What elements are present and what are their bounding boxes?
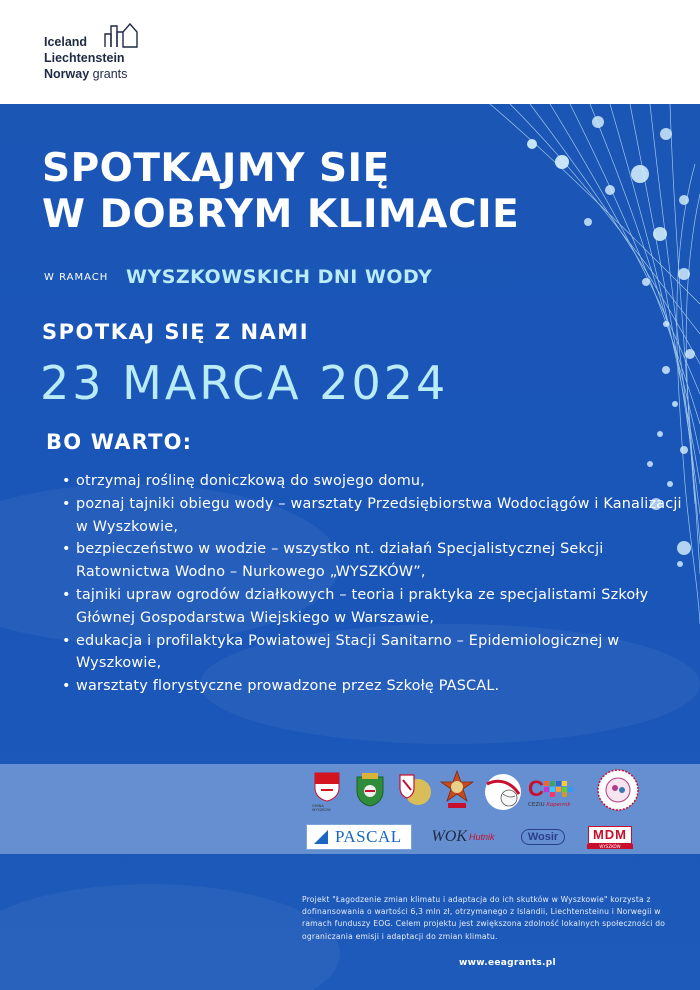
pixel-mosaic-icon	[544, 781, 574, 797]
header	[0, 0, 700, 104]
list-item: • bezpieczeństwo w wodzie – wszystko nt. działań Specjalistycznej Sekcji Ratownictwa Wodno – Nurkowego „WYSZKÓW”,	[62, 538, 682, 584]
poster-body	[0, 104, 700, 990]
pascal-mark-icon	[313, 829, 329, 845]
wosir-logo	[514, 826, 572, 848]
pascal-text: PASCAL	[335, 827, 402, 846]
project-funding-note: Projekt "Łagodzenie zmian klimatu i adaptacja do ich skutków w Wyszkowie" korzysta z dofinansowania o wartości 6,3 mln zł, otrzymanego z Islandii, Liechtensteinu i Norwegii w ramach funduszy EOG. Celem projektu jest zwiększona zdolność lokalnych społeczności do ograniczania emisji i adaptacji do zmian klimatu.	[302, 895, 666, 941]
list-item: • otrzymaj roślinę doniczkową do swojego domu,	[62, 470, 682, 493]
benefits-heading: BO WARTO:	[46, 430, 193, 454]
sports-club-logo	[483, 772, 523, 812]
benefits-list	[62, 470, 682, 698]
cezu-letter-icon: C	[528, 776, 544, 801]
list-item: • edukacja i profilaktyka Powiatowej Stacji Sanitarno – Epidemiologicznej w Wyszkowie,	[62, 630, 682, 676]
eea-grants-logo-icon	[104, 22, 138, 48]
pascal-logo	[306, 824, 412, 850]
sports-ball-icon	[483, 772, 523, 812]
logo-line-iceland: Iceland	[44, 35, 88, 49]
list-item: • warsztaty florystyczne prowadzone przez Szkołę PASCAL.	[62, 675, 682, 698]
round-badge-icon	[596, 768, 640, 812]
mdm-logo	[584, 824, 636, 850]
meet-heading: SPOTKAJ SIĘ Z NAMI	[42, 320, 310, 344]
gmina-crest-icon	[314, 772, 340, 802]
gmina-wyszkow-logo	[312, 770, 342, 814]
list-item: • poznaj tajniki obiegu wody – warsztaty Przedsiębiorstwa Wodociągów i Kanalizacji w Wyszkowie,	[62, 493, 682, 539]
fire-brigade-icon	[398, 772, 432, 808]
event-name-text: WYSZKOWSKICH DNI WODY	[126, 266, 433, 288]
poster-title	[42, 146, 519, 238]
event-name	[126, 266, 432, 288]
round-badge-logo	[596, 768, 640, 812]
title-line-2: W DOBRYM KLIMACIE	[42, 192, 520, 237]
logo-line-norway: Norway grants	[44, 67, 128, 81]
list-item: • tajniki upraw ogrodów działkowych – teoria i praktyka ze specjalistami Szkoły Głównej Gospodarstwa Wiejskiego w Warszawie,	[62, 584, 682, 630]
cezu-caption: CEZiU Kopernik	[528, 802, 571, 808]
gmina-logo-caption: GMINA WYSZKÓW	[312, 804, 331, 812]
website-link[interactable]: www.eeagrants.pl	[459, 958, 556, 968]
mdm-caption: WYSZKÓW	[587, 844, 633, 849]
mdm-text: MDM	[588, 826, 632, 844]
cezu-mark	[528, 776, 574, 802]
wok-hutnik-logo	[420, 826, 506, 848]
title-line-1: SPOTKAJMY SIĘ	[42, 146, 390, 191]
hutnik-text: Hutnik	[469, 832, 495, 842]
wosir-text: Wosir	[521, 829, 565, 845]
water-texture	[0, 884, 340, 990]
event-date: 23 MARCA 2024	[40, 356, 449, 410]
logo-line-liechtenstein: Liechtenstein	[44, 51, 125, 65]
subtitle-prefix: W RAMACH	[44, 272, 109, 283]
rescue-star-icon	[440, 770, 474, 810]
green-crest-icon	[356, 773, 384, 807]
rescue-service-logo	[440, 770, 474, 810]
green-crest-logo	[355, 770, 385, 810]
wok-text: WOK	[431, 828, 468, 845]
cezu-kopernik-logo	[528, 774, 586, 810]
partner-logos-band	[0, 764, 700, 854]
fire-brigade-logo	[398, 772, 432, 808]
